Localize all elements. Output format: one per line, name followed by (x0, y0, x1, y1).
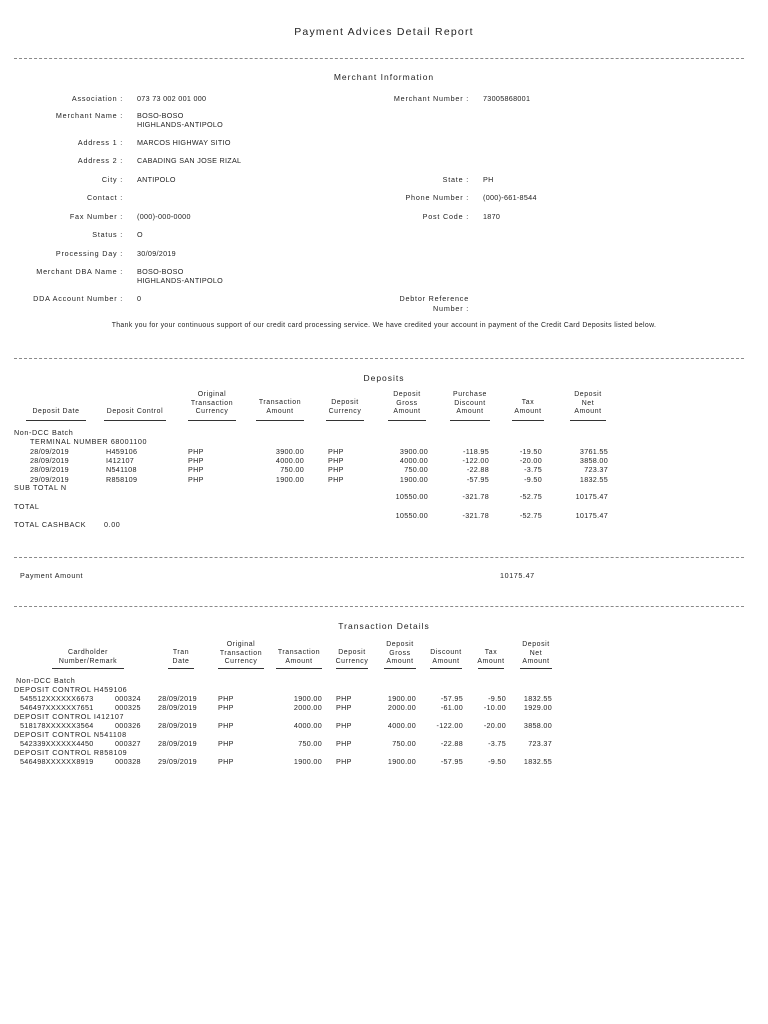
transaction-row-amount: 750.00 (298, 739, 322, 748)
deposit-row-discount: -22.88 (466, 465, 489, 475)
transaction-row-tax: -9.50 (488, 694, 506, 703)
transaction-row-tax: -20.00 (483, 721, 506, 730)
transaction-row-tax: -3.75 (488, 739, 506, 748)
thank-you-note: Thank you for your continuous support of our credit card processing service. We have credited your account in payment of the Credit Card Deposits listed below. (111, 322, 657, 329)
transaction-row-gross: 2000.00 (387, 703, 416, 712)
header-underline (326, 420, 364, 421)
transaction-row-amount: 2000.00 (293, 703, 322, 712)
transaction-row-discount: -61.00 (440, 703, 463, 712)
deposit-row-orig: PHP (188, 465, 204, 475)
phone-value: (000)-661-8544 (483, 193, 537, 202)
deposit-row-orig: PHP (188, 474, 204, 484)
transaction-row-card: 518178XXXXXX3564 (20, 721, 94, 730)
address2-label: Address 2 : (77, 156, 123, 165)
transaction-row-orig: PHP (218, 721, 234, 730)
txn-col-net: Deposit Net Amount (522, 641, 550, 666)
deposit-row-tax: -20.00 (519, 456, 542, 466)
debtor-label-line2: Number : (433, 304, 469, 313)
city-value: ANTIPOLO (137, 175, 176, 184)
subtotal-gross: 10550.00 (395, 492, 428, 501)
transaction-row-amount: 1900.00 (293, 694, 322, 703)
transaction-row-date: 29/09/2019 (158, 757, 197, 766)
header-underline (52, 668, 124, 669)
header-underline (512, 420, 544, 421)
fax-value: (000)-000-0000 (137, 212, 191, 221)
txn-col-txn-amount: Transaction Amount (277, 649, 321, 665)
deposit-row-net: 3761.55 (579, 447, 608, 456)
header-underline (188, 420, 236, 421)
transaction-row-cur: PHP (336, 703, 352, 712)
deposit-row-amount: 4000.00 (275, 456, 304, 466)
cashback-value: 0.00 (104, 520, 121, 529)
payment-amount-label: Payment Amount (20, 571, 84, 580)
txn-col-discount: Discount Amount (430, 649, 462, 665)
dep-col-tax: Tax Amount (514, 399, 542, 415)
transaction-row-orig: PHP (218, 739, 234, 748)
merchant-name-line2: HIGHLANDS-ANTIPOLO (137, 120, 224, 129)
deposit-row-cur: PHP (328, 456, 344, 466)
transaction-row-net: 1832.55 (523, 694, 552, 703)
deposit-row-date: 28/09/2019 (30, 447, 69, 456)
transaction-row-seq: 000326 (115, 721, 141, 730)
transaction-row-card: 545512XXXXXX6673 (20, 694, 94, 703)
deposit-row-gross: 3900.00 (399, 447, 428, 456)
subtotal-net: 10175.47 (575, 492, 608, 501)
header-underline (520, 668, 552, 669)
dba-label: Merchant DBA Name : (36, 267, 123, 276)
transaction-row-gross: 4000.00 (387, 721, 416, 730)
dep-batch-label: Non-DCC Batch (14, 428, 74, 437)
header-underline (256, 420, 304, 421)
address2-value: CABADING SAN JOSE RIZAL (137, 156, 242, 165)
txn-col-cardholder: Cardholder Number/Remark (58, 649, 118, 665)
debtor-label-line1: Debtor Reference (399, 294, 469, 303)
transaction-row-date: 28/09/2019 (158, 721, 197, 730)
deposit-row-discount: -122.00 (462, 456, 489, 466)
deposit-row-date: 29/09/2019 (30, 474, 69, 484)
deposit-row-tax: -9.50 (524, 474, 542, 484)
transaction-row-date: 28/09/2019 (158, 694, 197, 703)
separator (14, 606, 744, 607)
total-discount: -321.78 (462, 511, 489, 520)
transaction-row-discount: -57.95 (440, 757, 463, 766)
total-tax: -52.75 (519, 511, 542, 520)
postcode-label: Post Code : (422, 212, 469, 221)
subtotal-tax: -52.75 (519, 492, 542, 501)
deposit-row-discount: -118.95 (463, 447, 489, 456)
deposit-row-control: H459106 (106, 447, 138, 456)
deposit-row-orig: PHP (188, 447, 204, 456)
dep-col-discount: Purchase Discount Amount (453, 391, 487, 416)
transaction-row-net: 1929.00 (523, 703, 552, 712)
dda-label: DDA Account Number : (33, 294, 123, 303)
merchant-number-value: 73005868001 (483, 94, 531, 103)
state-value: PH (483, 175, 494, 184)
transactions-section-title: Transaction Details (338, 621, 430, 631)
merchant-section-title: Merchant Information (333, 72, 435, 82)
dep-col-txn-amount: Transaction Amount (258, 399, 302, 415)
address1-label: Address 1 : (77, 138, 123, 147)
deposit-row-cur: PHP (328, 447, 344, 456)
deposit-row-date: 28/09/2019 (30, 456, 69, 466)
total-gross: 10550.00 (395, 511, 428, 520)
dep-col-deposit-control: Deposit Control (106, 408, 164, 415)
processing-day-label: Processing Day : (55, 249, 123, 258)
transaction-row-card: 546497XXXXXX7651 (20, 703, 94, 712)
dep-col-deposit-date: Deposit Date (32, 408, 80, 415)
transaction-row-date: 28/09/2019 (158, 703, 197, 712)
header-underline (450, 420, 490, 421)
deposit-row-control: I412107 (106, 456, 135, 466)
processing-day-value: 30/09/2019 (137, 249, 176, 258)
dep-col-net: Deposit Net Amount (574, 391, 602, 416)
header-underline (26, 420, 86, 421)
deposit-row-date: 28/09/2019 (30, 465, 69, 475)
transaction-row-orig: PHP (218, 694, 234, 703)
header-underline (336, 668, 368, 669)
separator (14, 557, 744, 558)
separator (14, 358, 744, 359)
deposit-row-tax: -19.50 (519, 447, 542, 456)
transaction-row-cur: PHP (336, 757, 352, 766)
transaction-row-seq: 000328 (115, 757, 141, 766)
fax-label: Fax Number : (69, 212, 123, 221)
transaction-row-cur: PHP (336, 721, 352, 730)
deposit-row-amount: 3900.00 (275, 447, 304, 456)
deposit-row-net: 1832.55 (579, 474, 608, 484)
deposit-control-group-label: DEPOSIT CONTROL N541108 (14, 730, 127, 739)
header-underline (276, 668, 322, 669)
header-underline (104, 420, 166, 421)
txn-col-tran-date: Tran Date (172, 649, 190, 665)
total-net: 10175.47 (575, 511, 608, 520)
transaction-row-cur: PHP (336, 694, 352, 703)
subtotal-label: SUB TOTAL N (14, 483, 67, 492)
transaction-row-net: 1832.55 (523, 757, 552, 766)
deposit-row-cur: PHP (328, 474, 344, 484)
header-underline (478, 668, 504, 669)
transaction-row-card: 542339XXXXXX4450 (20, 739, 94, 748)
transaction-row-gross: 1900.00 (387, 757, 416, 766)
association-label: Association : (71, 94, 123, 103)
merchant-name-line1: BOSO-BOSO (137, 111, 184, 120)
association-value: 073 73 002 001 000 (137, 94, 207, 103)
deposit-row-gross: 750.00 (404, 465, 428, 475)
deposit-row-discount: -57.95 (466, 474, 489, 484)
transaction-row-card: 546498XXXXXX8919 (20, 757, 94, 766)
transaction-row-seq: 000325 (115, 703, 141, 712)
dep-terminal-label: TERMINAL NUMBER 68001100 (30, 437, 148, 446)
separator (14, 58, 744, 59)
subtotal-discount: -321.78 (462, 492, 489, 501)
deposits-section-title: Deposits (363, 373, 405, 383)
contact-label: Contact : (87, 193, 123, 202)
txn-col-gross: Deposit Gross Amount (386, 641, 414, 666)
transaction-row-amount: 1900.00 (293, 757, 322, 766)
status-value: O (137, 230, 143, 239)
dba-line1: BOSO-BOSO (137, 267, 184, 276)
deposit-control-group-label: DEPOSIT CONTROL I412107 (14, 712, 125, 721)
deposit-row-control: R858109 (106, 474, 138, 484)
header-underline (218, 668, 264, 669)
merchant-name-label: Merchant Name : (55, 111, 123, 120)
txn-col-orig-currency: Original Transaction Currency (219, 641, 263, 666)
status-label: Status : (92, 230, 123, 239)
transaction-row-net: 3858.00 (523, 721, 552, 730)
deposit-control-group-label: DEPOSIT CONTROL R858109 (14, 748, 128, 757)
transaction-row-discount: -22.88 (440, 739, 463, 748)
transaction-row-date: 28/09/2019 (158, 739, 197, 748)
merchant-number-label: Merchant Number : (393, 94, 469, 103)
transaction-row-orig: PHP (218, 703, 234, 712)
transaction-row-amount: 4000.00 (293, 721, 322, 730)
transaction-row-gross: 750.00 (392, 739, 416, 748)
cashback-label: TOTAL CASHBACK (14, 520, 87, 529)
dep-col-dep-currency: Deposit Currency (328, 399, 362, 415)
deposit-row-gross: 1900.00 (399, 474, 428, 484)
transaction-row-tax: -10.00 (483, 703, 506, 712)
transaction-row-seq: 000327 (115, 739, 141, 748)
deposit-row-amount: 750.00 (280, 465, 304, 475)
dep-col-orig-currency: Original Transaction Currency (190, 391, 234, 416)
deposit-row-net: 723.37 (584, 465, 608, 475)
txn-col-dep-currency: Deposit Currency (335, 649, 369, 665)
header-underline (388, 420, 426, 421)
deposit-row-gross: 4000.00 (399, 456, 428, 466)
transaction-row-discount: -57.95 (440, 694, 463, 703)
transaction-row-discount: -122.00 (436, 721, 463, 730)
dda-value: 0 (137, 294, 142, 303)
postcode-value: 1870 (483, 212, 501, 221)
deposit-row-cur: PHP (328, 465, 344, 475)
dep-col-gross: Deposit Gross Amount (393, 391, 421, 416)
report-title: Payment Advices Detail Report (294, 26, 474, 38)
transaction-row-seq: 000324 (115, 694, 141, 703)
total-label: TOTAL (14, 502, 40, 511)
deposit-row-net: 3858.00 (579, 456, 608, 466)
transaction-row-gross: 1900.00 (387, 694, 416, 703)
transaction-row-orig: PHP (218, 757, 234, 766)
address1-value: MARCOS HIGHWAY SITIO (137, 138, 231, 147)
dba-line2: HIGHLANDS-ANTIPOLO (137, 276, 224, 285)
deposit-row-tax: -3.75 (524, 465, 542, 475)
header-underline (168, 668, 194, 669)
payment-amount-value: 10175.47 (500, 571, 535, 580)
phone-label: Phone Number : (405, 193, 469, 202)
transaction-row-cur: PHP (336, 739, 352, 748)
header-underline (430, 668, 462, 669)
state-label: State : (442, 175, 469, 184)
header-underline (570, 420, 606, 421)
deposit-row-orig: PHP (188, 456, 204, 466)
header-underline (384, 668, 416, 669)
txn-col-tax: Tax Amount (477, 649, 505, 665)
deposit-row-control: N541108 (106, 465, 137, 475)
transaction-row-net: 723.37 (528, 739, 552, 748)
deposit-control-group-label: DEPOSIT CONTROL H459106 (14, 685, 128, 694)
city-label: City : (101, 175, 123, 184)
deposit-row-amount: 1900.00 (275, 474, 304, 484)
txn-batch-label: Non-DCC Batch (16, 676, 76, 685)
transaction-row-tax: -9.50 (488, 757, 506, 766)
